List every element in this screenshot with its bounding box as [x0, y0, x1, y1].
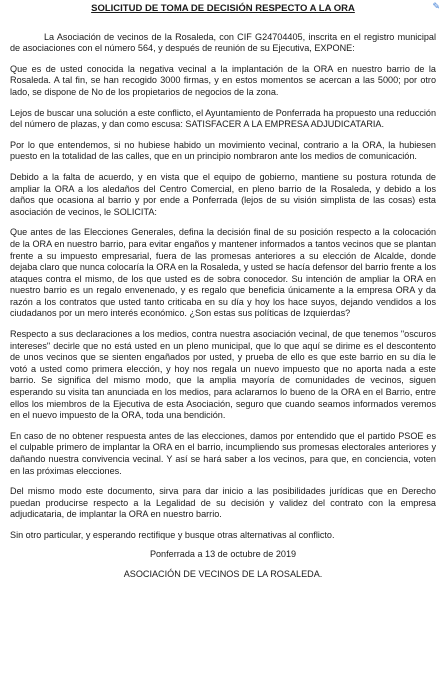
- paragraph: Debido a la falta de acuerdo, y en vista que el equipo de gobierno, mantiene su postura rotunda de ampliar la ORA a los aledaños del Centro Comercial, en pleno barrio de la Rosaleda, y debido a los daños que ocasiona al barrio y por ende a Ponferrada (lejos de su visión simplista de las cosas) esta asociación de vecinos, le SOLICITA:: [10, 171, 436, 217]
- paragraph: Respecto a sus declaraciones a los medios, contra nuestra asociación vecinal, de que tenemos "oscuros intereses" decirle que no está usted en un pleno municipal, que lo que aquí se dirime es el descontento de unos vecinos que se sienten engañados por usted, y prueba de ello es que este barrio en su día le votó a usted como primera elección, y hoy nos regala un nuevo impuesto que no aporta nada a este barrio. Se significa del mismo modo, que la amplia mayoría de comunidades de vecinos, siguen esperando su visita tan anunciada en los medios, para aclararnos lo bueno de la ORA en el Barrio, entre ellos los miembros de la Ejecutiva de esta Asociación, seguro que cuando seamos informados veremos en el nuevo impuesto de la ORA, toda una bendición.: [10, 329, 436, 421]
- paragraph: Lejos de buscar una solución a este conflicto, el Ayuntamiento de Ponferrada ha propuesto una reducción del número de plazas, y dan como escusa: SATISFACER A LA EMPRESA ADJUDICATARIA.: [10, 107, 437, 130]
- date-line: Ponferrada a 13 de octubre de 2019: [149, 548, 297, 559]
- document-title: SOLICITUD DE TOMA DE DECISIÓN RESPECTO A LA ORA: [91, 3, 355, 14]
- paragraph: Del mismo modo este documento, sirva para dar inicio a las posibilidades jurídicas que en Derecho puedan producirse respecto a la Legalidad de su decisión y validez del contrato con la empresa adjudicataria, de implantar la ORA en nuestro barrio.: [10, 486, 436, 520]
- paragraph-closing: Sin otro particular, y esperando rectifique y busque otras alternativas al conflicto.: [10, 529, 335, 540]
- paragraph: Que antes de las Elecciones Generales, defina la decisión final de su posición respecto a la colocación de la ORA en nuestro barrio, para evitar engaños y mantener informados a tantos vecinos que se plantan frente a su impuesto empresarial, fuera de las promesas anteriores a su elección de Alcalde, donde dejaba claro que nunca colocaría la ORA en la Rosaleda, y usted se hacía defensor del barrio frente a los ataques contra el mismo, de los que usted es de sobra conocedor. Su intención de ampliar la ORA en nuestro barrio es un regalo envenenado, y es regalo que beneficia únicamente a la empresa ORA y da razón a los contratos que usted tanto criticaba en su día y hoy los hace suyos, dejando vendidos a los ciudadanos por un mero interés económico. ¿Son estas sus políticas de Izquierdas?: [10, 227, 436, 319]
- paragraph-intro: La Asociación de vecinos de la Rosaleda, con CIF G24704405, inscrita en el registro municipal de asociaciones con el número 564, y después de reunión de su Ejecutiva, EXPONE:: [10, 31, 436, 54]
- signature: ASOCIACIÓN DE VECINOS DE LA ROSALEDA.: [123, 569, 323, 580]
- paragraph: En caso de no obtener respuesta antes de las elecciones, damos por entendido que el partido PSOE es el culpable primero de implantar la ORA en el barrio, incumpliendo sus promesas electorales anteriores y dañando nuestra convivencia vecinal. Y así se hará saber a los vecinos, para que, en conciencia, voten en las próximas elecciones.: [10, 430, 436, 476]
- paragraph: Por lo que entendemos, si no hubiese habido un movimiento vecinal, contrario a la ORA, la hubiesen puesto en la totalidad de las calles, que en un principio nombraron ante los medios de comunicación.: [10, 139, 436, 162]
- paragraph: Que es de usted conocida la negativa vecinal a la implantación de la ORA en nuestro barrio de la Rosaleda. A tal fin, se han recogido 3000 firmas, y en estos momentos se acercan a las 5000; por otro lado, se dispone de No de los propietarios de negocios de la zona.: [10, 63, 436, 97]
- edit-pencil-icon: ✎: [432, 1, 440, 11]
